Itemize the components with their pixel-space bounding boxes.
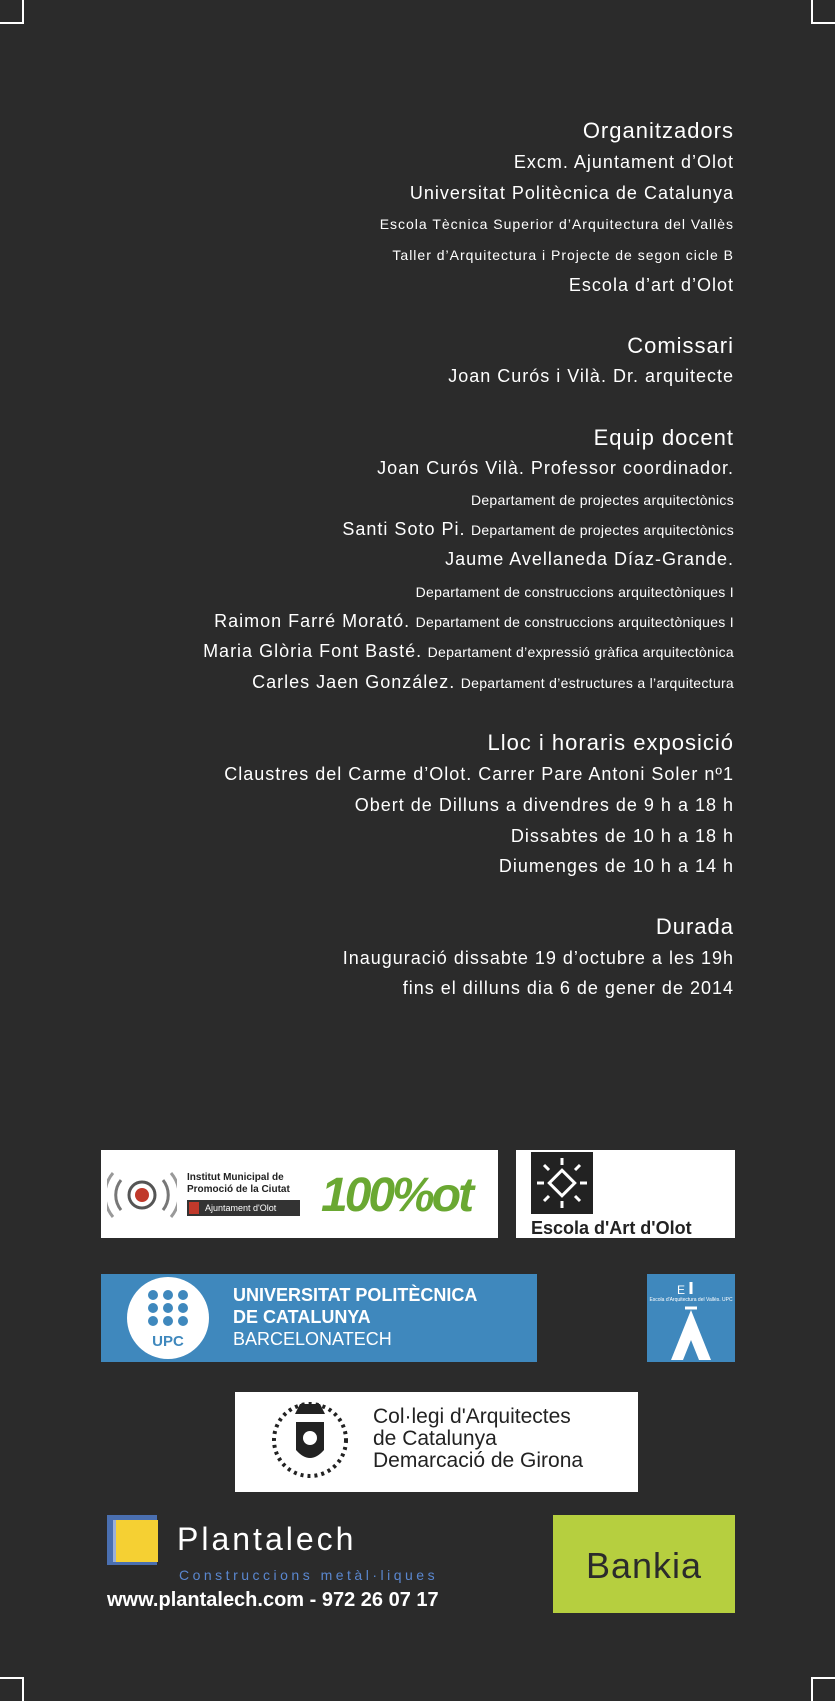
upc-circle-icon [127, 1277, 209, 1359]
organizer-line: Excm. Ajuntament d’Olot [513, 152, 734, 172]
plantalech-subtitle: Construccions metàl·liques [179, 1567, 439, 1583]
coac-line: de Catalunya [373, 1427, 497, 1450]
coac-line: Col·legi d'Arquitectes [373, 1405, 571, 1428]
member-dept: Departament de construccions arquitectòniques I [415, 614, 734, 630]
organizer-line: Escola Tècnica Superior d’Arquitectura del Vallès [379, 216, 734, 232]
member-name: Maria Glòria Font Basté. [203, 641, 423, 661]
member-name: Raimon Farré Morató. [214, 611, 411, 631]
coac-line: Demarcació de Girona [373, 1449, 584, 1472]
team-member [416, 584, 734, 600]
durada-line: fins el dilluns dia 6 de gener de 2014 [402, 978, 734, 998]
svg-text:E: E [677, 1283, 686, 1297]
upc-line: BARCELONATECH [233, 1329, 392, 1349]
escola-art-text: Escola d'Art d'Olot [531, 1218, 692, 1238]
crop-mark-top-right [811, 0, 835, 24]
member-name: Santi Soto Pi. [342, 519, 466, 539]
olot-100-logo: 100%ot [321, 1169, 472, 1222]
logo-plantalech [105, 1515, 495, 1615]
crop-mark-top-left [0, 0, 24, 24]
durada-line: Inauguració dissabte 19 d’octubre a les 19h [342, 948, 734, 968]
impc-line: Ajuntament d'Olot [205, 1203, 277, 1213]
logo-upc [101, 1274, 537, 1362]
team-member [252, 672, 734, 693]
organizer-line: Universitat Politècnica de Catalunya [409, 183, 734, 203]
upc-line: UNIVERSITAT POLITÈCNICA [233, 1285, 478, 1305]
impc-line: Promoció de la Ciutat [187, 1184, 290, 1195]
upc-line: DE CATALUNYA [233, 1307, 371, 1327]
organizer-line: Escola d’art d’Olot [568, 275, 734, 295]
member-dept: Departament de projectes arquitectònics [470, 492, 734, 508]
heading-durada: Durada [655, 914, 734, 939]
heading-comissari: Comissari [627, 333, 734, 358]
member-name: Carles Jaen González. [252, 672, 456, 692]
logo-bankia [553, 1515, 735, 1613]
organizer-line: Taller d’Arquitectura i Projecte de segon cicle B [392, 247, 734, 263]
speaker-waves-icon [107, 1160, 177, 1230]
logo-coac [235, 1392, 638, 1492]
heading-lloc-horaris: Lloc i horaris exposició [487, 730, 734, 755]
member-dept: Departament d’expressió gràfica arquitectònica [427, 644, 734, 660]
lloc-line: Claustres del Carme d’Olot. Carrer Pare Antoni Soler nº1 [224, 764, 734, 784]
member-dept: Departament de construccions arquitectòniques I [415, 584, 734, 600]
comissari-line: Joan Curós i Vilà. Dr. arquitecte [448, 366, 734, 386]
member-dept: Departament de projectes arquitectònics [470, 522, 734, 538]
team-member [203, 641, 734, 662]
lloc-line: Dissabtes de 10 h a 18 h [510, 826, 734, 846]
logo-escola-art [516, 1150, 735, 1238]
crop-mark-bottom-right [811, 1677, 835, 1701]
plantalech-name: Plantalech [177, 1521, 357, 1557]
team-member [377, 458, 734, 479]
team-member [214, 611, 734, 632]
upc-short-label: UPC [152, 1333, 184, 1350]
team-member [471, 492, 734, 508]
lloc-line: Obert de Dilluns a divendres de 9 h a 18 h [354, 795, 734, 815]
crop-mark-bottom-left [0, 1677, 24, 1701]
eav-caption: Escola d'Arquitectura del Vallès. UPC [649, 1297, 733, 1303]
member-name: Jaume Avellaneda Díaz-Grande. [445, 549, 734, 569]
team-member [445, 549, 734, 570]
heading-equip-docent: Equip docent [593, 425, 734, 450]
plantalech-web: www.plantalech.com - 972 26 07 17 [107, 1589, 439, 1611]
heading-organitzadors: Organitzadors [582, 118, 734, 143]
eav-emblem-icon [647, 1274, 735, 1362]
logo-institut-municipal [101, 1150, 498, 1238]
bankia-wordmark: Bankia [585, 1545, 703, 1586]
member-dept: Departament d’estructures a l’arquitectura [460, 675, 734, 691]
team-member [342, 519, 734, 540]
impc-line: Institut Municipal de [187, 1172, 284, 1183]
coac-crest-icon [260, 1392, 360, 1492]
lloc-line: Diumenges de 10 h a 14 h [498, 856, 734, 876]
logo-eav [647, 1274, 735, 1362]
member-name: Joan Curós Vilà. Professor coordinador. [377, 458, 734, 478]
escola-art-icon [531, 1152, 593, 1214]
